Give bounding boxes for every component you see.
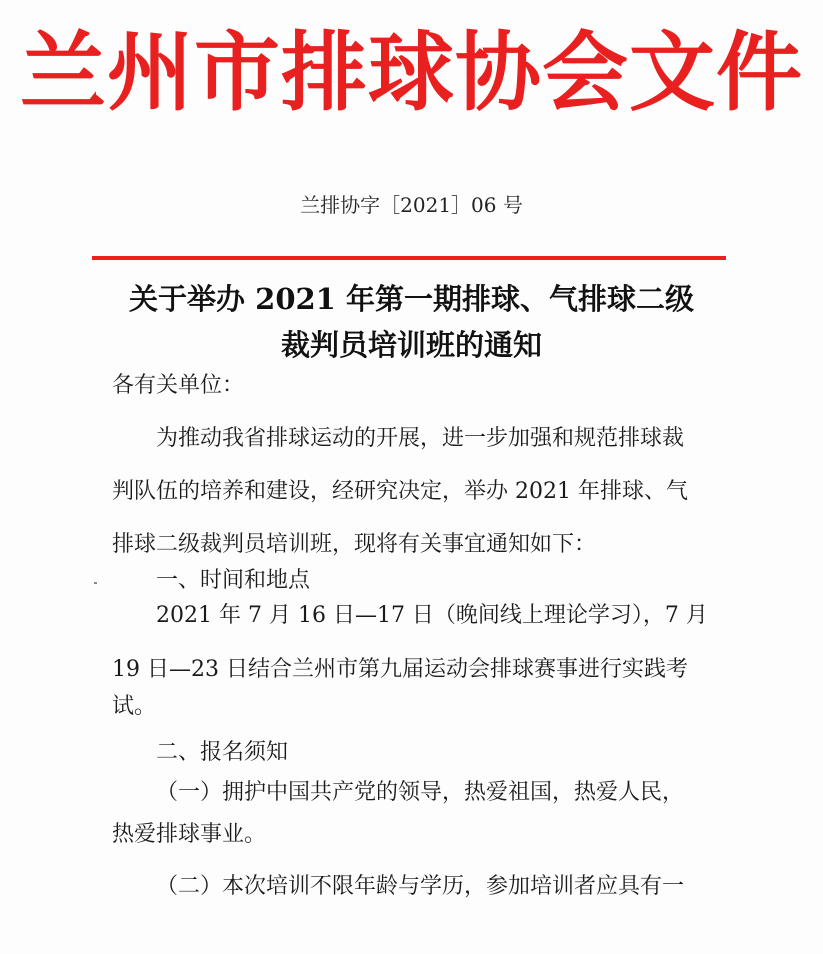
red-divider-line (92, 256, 726, 260)
scan-speck (94, 582, 97, 584)
section-2-heading: 二、报名须知 (156, 740, 289, 765)
section-2-item-2-line-1: （二）本次培训不限年龄与学历，参加培训者应具有一 (156, 874, 685, 899)
intro-line-1: 为推动我省排球运动的开展，进一步加强和规范排球裁 (156, 426, 685, 451)
notice-title-line-1: 关于举办 2021 年第一期排球、气排球二级 (129, 282, 694, 316)
intro-line-2: 判队伍的培养和建设，经研究决定，举办 2021 年排球、气 (112, 479, 688, 504)
notice-title-line-2: 裁判员培训班的通知 (280, 328, 542, 362)
salutation: 各有关单位： (112, 373, 245, 398)
section-1-line-3: 试。 (112, 694, 157, 719)
section-1-line-2: 19 日—23 日结合兰州市第九届运动会排球赛事进行实践考 (112, 657, 688, 682)
masthead-title: 兰州市排球协会文件 (20, 23, 803, 123)
document-number: 兰排协字［2021］06 号 (300, 193, 523, 217)
section-1-line-1: 2021 年 7 月 16 日—17 日（晚间线上理论学习），7 月 (156, 603, 708, 628)
intro-line-3: 排球二级裁判员培训班，现将有关事宜通知如下： (112, 532, 597, 557)
section-1-heading: 一、时间和地点 (156, 568, 311, 593)
section-2-item-1-line-1: （一）拥护中国共产党的领导，热爱祖国，热爱人民， (156, 780, 685, 805)
section-2-item-1-line-2: 热爱排球事业。 (112, 822, 267, 847)
